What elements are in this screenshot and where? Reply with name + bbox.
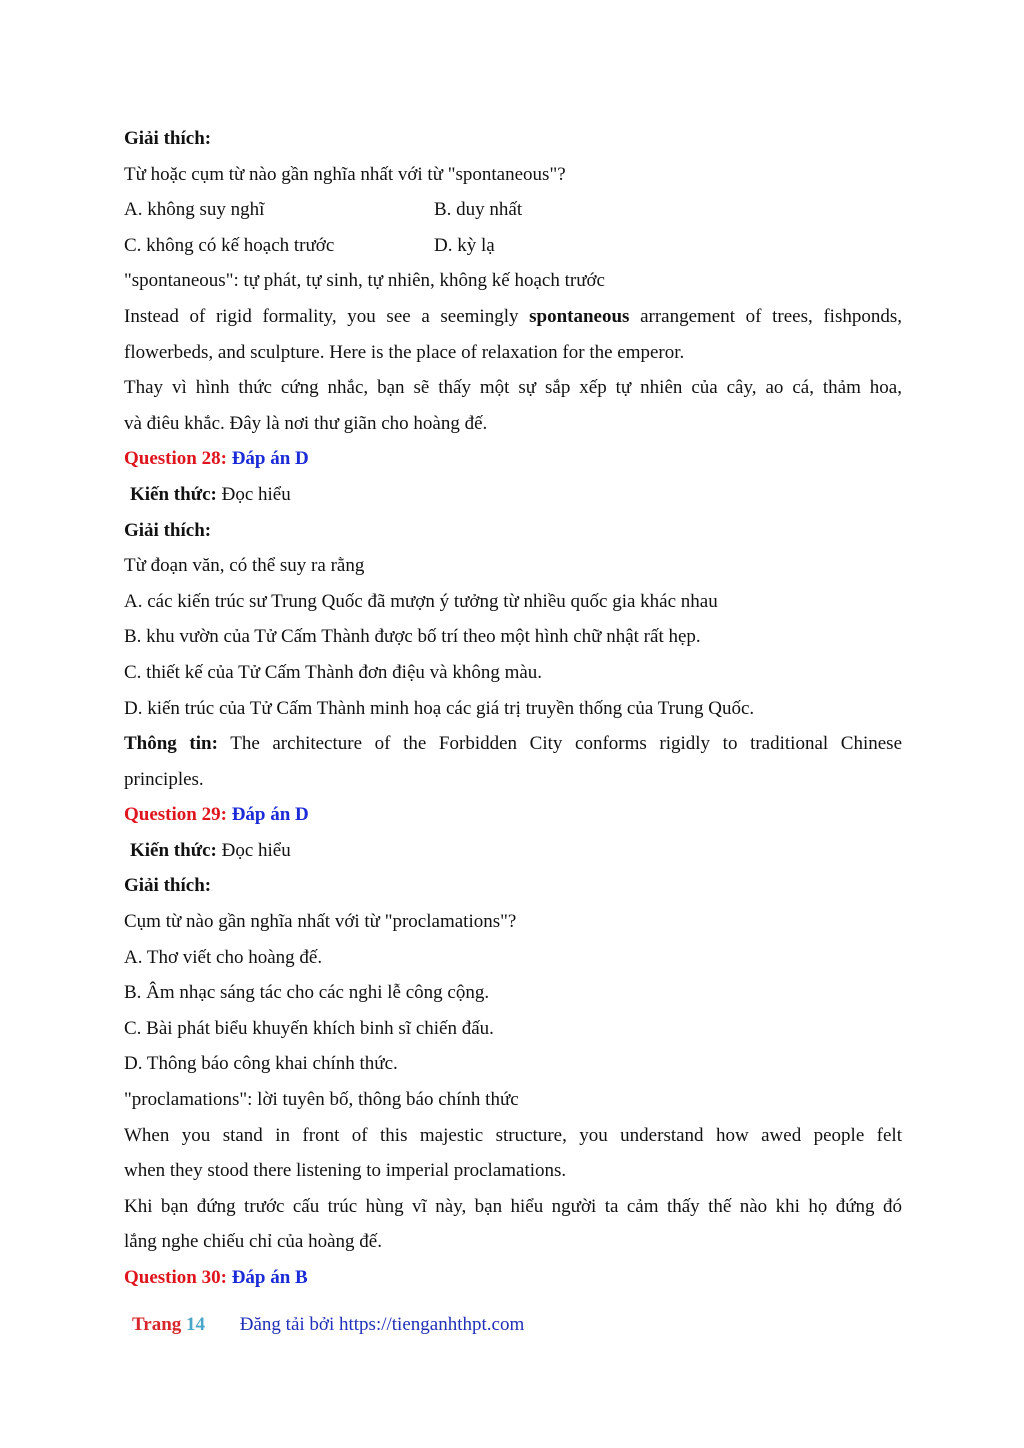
- q27-quote-bold-word: spontaneous: [529, 305, 630, 327]
- q28-option-a: A. các kiến trúc sư Trung Quốc đã mượn ý tưởng từ nhiều quốc gia khác nhau: [124, 590, 718, 612]
- q29-translation-line-2: lắng nghe chiếu chỉ của hoàng đế.: [124, 1231, 382, 1253]
- q28-option-c: C. thiết kế của Tử Cấm Thành đơn điệu và không màu.: [124, 661, 543, 683]
- q29-kien-thuc: [124, 833, 902, 869]
- q27-quote-after: arrangement of trees, fishponds,: [629, 305, 902, 327]
- q27-option-b: B. duy nhất: [434, 199, 523, 221]
- q29-answer: Đáp án D: [231, 804, 309, 826]
- q28-kien-thuc-label: Kiến thức:: [130, 483, 217, 505]
- q30-answer: Đáp án B: [231, 1267, 308, 1288]
- q28-label: Question 28:: [124, 448, 227, 470]
- q28-giai-thich-label: Giải thích:: [124, 519, 212, 541]
- q29-kien-thuc-label: Kiến thức:: [130, 839, 217, 861]
- q29-question: Cụm từ nào gần nghĩa nhất với từ "proclamations"?: [124, 911, 517, 933]
- q29-label: Question 29:: [124, 804, 227, 826]
- q29-option-a: A. Thơ viết cho hoàng đế.: [124, 946, 323, 968]
- q29-option-d: D. Thông báo công khai chính thức.: [124, 1053, 398, 1075]
- q28-thong-tin-line-2: principles.: [124, 768, 204, 790]
- q28-thong-tin-label: Thông tin:: [124, 733, 218, 755]
- q27-options-row-2: [124, 228, 902, 264]
- footer-page-number: 14: [186, 1314, 206, 1335]
- q30-heading: [124, 1260, 902, 1296]
- q29-definition: "proclamations": lời tuyên bố, thông báo chính thức: [124, 1089, 519, 1111]
- q27-translation-line-1: Thay vì hình thức cứng nhắc, bạn sẽ thấy một sự sắp xếp tự nhiên của cây, ao cá, thảm hoa,: [124, 377, 902, 399]
- document-body: [124, 121, 902, 1296]
- q29-quote-line-1: When you stand in front of this majestic structure, you understand how awed people felt: [124, 1124, 902, 1146]
- q29-option-b: B. Âm nhạc sáng tác cho các nghi lễ công cộng.: [124, 982, 490, 1004]
- q29-heading: [124, 797, 902, 833]
- q27-quote-line-2: flowerbeds, and sculpture. Here is the place of relaxation for the emperor.: [124, 341, 685, 363]
- q29-translation-line-1: Khi bạn đứng trước cấu trúc hùng vĩ này, bạn hiểu người ta cảm thấy thế nào khi họ đứng đó: [124, 1195, 902, 1217]
- q28-option-b: B. khu vườn của Tử Cấm Thành được bố trí theo một hình chữ nhật rất hẹp.: [124, 626, 701, 648]
- q27-quote-line-1: [124, 299, 902, 335]
- q27-options-row-1: [124, 192, 902, 228]
- q28-thong-tin-text: The architecture of the Forbidden City conforms rigidly to traditional Chinese: [217, 733, 902, 755]
- q27-definition: "spontaneous": tự phát, tự sinh, tự nhiên, không kế hoạch trước: [124, 270, 605, 292]
- q29-giai-thich-label: Giải thích:: [124, 875, 212, 897]
- q27-option-d: D. kỳ lạ: [434, 234, 495, 256]
- q29-option-c: C. Bài phát biểu khuyến khích binh sĩ chiến đấu.: [124, 1017, 494, 1039]
- q27-quote-before: Instead of rigid formality, you see a seemingly: [124, 305, 530, 327]
- footer-posted-by-link[interactable]: Đăng tải bởi https://tienganhthpt.com: [239, 1314, 525, 1335]
- q30-label: Question 30:: [124, 1267, 227, 1288]
- q27-option-a: A. không suy nghĩ: [124, 199, 265, 221]
- q28-answer: Đáp án D: [231, 448, 309, 470]
- footer-page-label: Trang: [132, 1314, 182, 1335]
- q28-kien-thuc: [124, 477, 902, 513]
- q29-kien-thuc-value: Đọc hiểu: [216, 839, 291, 861]
- q27-option-c: C. không có kế hoạch trước: [124, 234, 335, 256]
- q28-question: Từ đoạn văn, có thể suy ra rằng: [124, 555, 365, 577]
- q27-translation-line-2: và điêu khắc. Đây là nơi thư giãn cho hoàng đế.: [124, 412, 488, 434]
- q28-option-d: D. kiến trúc của Tử Cấm Thành minh hoạ các giá trị truyền thống của Trung Quốc.: [124, 697, 755, 719]
- q27-giai-thich-label: Giải thích:: [124, 128, 212, 149]
- q28-kien-thuc-value: Đọc hiểu: [216, 483, 291, 505]
- q28-heading: [124, 441, 902, 477]
- q27-question: Từ hoặc cụm từ nào gần nghĩa nhất với từ "spontaneous"?: [124, 163, 566, 185]
- q29-quote-line-2: when they stood there listening to imperial proclamations.: [124, 1160, 567, 1182]
- q28-thong-tin-line-1: [124, 726, 902, 762]
- page-footer: [132, 1314, 524, 1336]
